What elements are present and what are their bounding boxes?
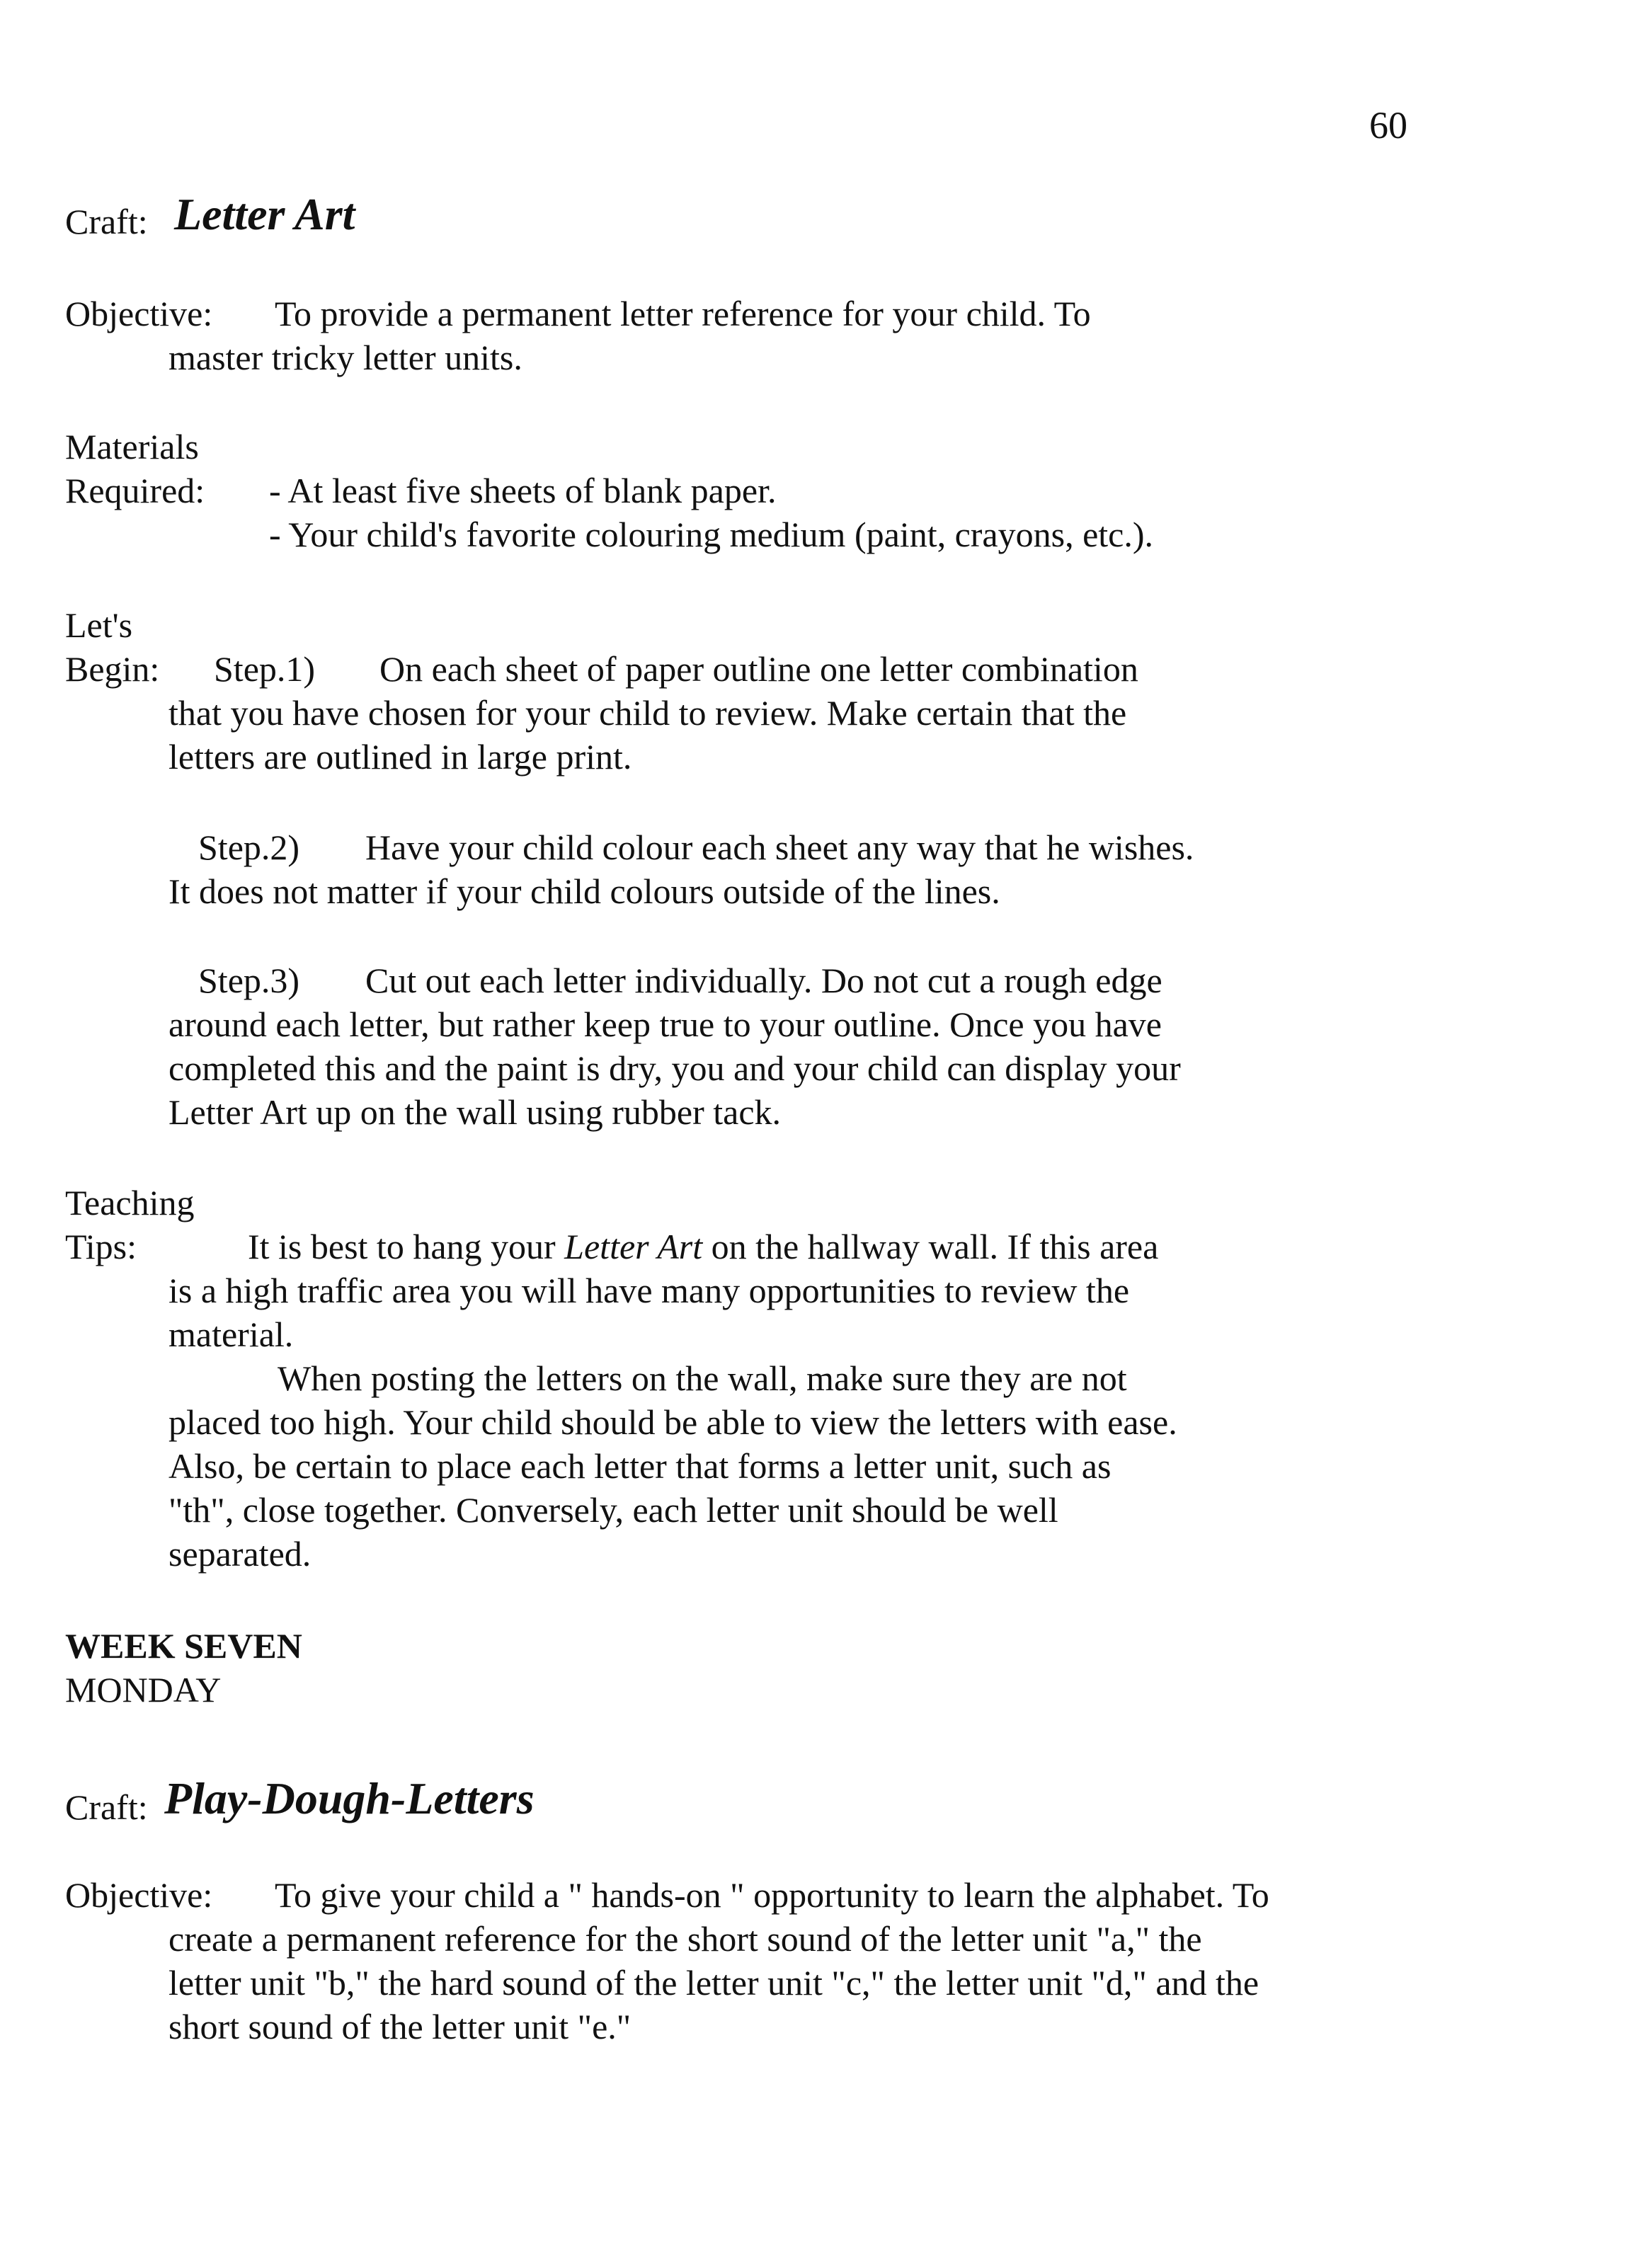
objective-text-line: To provide a permanent letter reference for your child. To bbox=[275, 294, 1091, 333]
craft-label: Craft: bbox=[65, 1787, 148, 1827]
step-3-text-line: completed this and the paint is dry, you and your child can display your bbox=[168, 1048, 1181, 1088]
objective-label: Objective: bbox=[65, 1875, 213, 1915]
tips-label: Tips: bbox=[65, 1227, 137, 1266]
objective-text-line: letter unit "b," the hard sound of the letter unit "c," the letter unit "d," and the bbox=[168, 1963, 1259, 2003]
tips-text-prefix: It is best to hang your bbox=[248, 1227, 565, 1266]
step-1-text-line: letters are outlined in large print. bbox=[168, 737, 632, 777]
craft-title: Letter Art bbox=[174, 189, 355, 239]
tips-text-line: When posting the letters on the wall, make sure they are not bbox=[278, 1358, 1127, 1398]
materials-label: Materials bbox=[65, 427, 199, 466]
craft-label: Craft: bbox=[65, 202, 148, 241]
step-3-text-line: Cut out each letter individually. Do not cut a rough edge bbox=[365, 961, 1162, 1000]
required-label: Required: bbox=[65, 471, 205, 510]
step-2-text-line: It does not matter if your child colours outside of the lines. bbox=[168, 871, 1000, 911]
objective-text-line: short sound of the letter unit "e." bbox=[168, 2007, 632, 2046]
tips-text-emphasis: Letter Art bbox=[564, 1227, 703, 1266]
tips-text-line: is a high traffic area you will have many opportunities to review the bbox=[168, 1271, 1130, 1310]
step-2-text-line: Have your child colour each sheet any way that he wishes. bbox=[365, 827, 1194, 867]
tips-text-line bbox=[248, 1225, 1158, 1268]
objective-text-line: create a permanent reference for the short sound of the letter unit "a," the bbox=[168, 1919, 1202, 1959]
tips-text-line: separated. bbox=[168, 1534, 312, 1574]
page-number: 60 bbox=[1369, 104, 1407, 147]
tips-text-line: material. bbox=[168, 1315, 294, 1354]
materials-item: - At least five sheets of blank paper. bbox=[269, 471, 777, 510]
step-2-label: Step.2) bbox=[198, 827, 300, 867]
materials-item: - Your child's favorite colouring medium (paint, crayons, etc.). bbox=[269, 515, 1153, 554]
craft-title: Play-Dough-Letters bbox=[164, 1773, 535, 1823]
tips-text-line: placed too high. Your child should be able to view the letters with ease. bbox=[168, 1402, 1177, 1442]
step-1-label: Step.1) bbox=[214, 649, 316, 689]
objective-label: Objective: bbox=[65, 294, 213, 333]
step-1-text-line: that you have chosen for your child to review. Make certain that the bbox=[168, 693, 1127, 733]
step-1-text-line: On each sheet of paper outline one letter combination bbox=[379, 649, 1138, 689]
objective-text-line: master tricky letter units. bbox=[168, 338, 522, 377]
teaching-label: Teaching bbox=[65, 1183, 195, 1222]
step-3-text-line: Letter Art up on the wall using rubber tack. bbox=[168, 1092, 782, 1132]
lets-label: Let's bbox=[65, 605, 133, 645]
step-3-label: Step.3) bbox=[198, 961, 300, 1000]
tips-text-line: Also, be certain to place each letter that forms a letter unit, such as bbox=[168, 1446, 1112, 1486]
week-heading: WEEK SEVEN bbox=[65, 1626, 302, 1666]
day-heading: MONDAY bbox=[65, 1670, 222, 1709]
begin-label: Begin: bbox=[65, 649, 160, 689]
tips-text-line: "th", close together. Conversely, each letter unit should be well bbox=[168, 1490, 1058, 1530]
step-3-text-line: around each letter, but rather keep true to your outline. Once you have bbox=[168, 1004, 1162, 1044]
objective-text-line: To give your child a " hands-on " opportunity to learn the alphabet. To bbox=[275, 1875, 1269, 1915]
tips-text-suffix: on the hallway wall. If this area bbox=[702, 1227, 1159, 1266]
